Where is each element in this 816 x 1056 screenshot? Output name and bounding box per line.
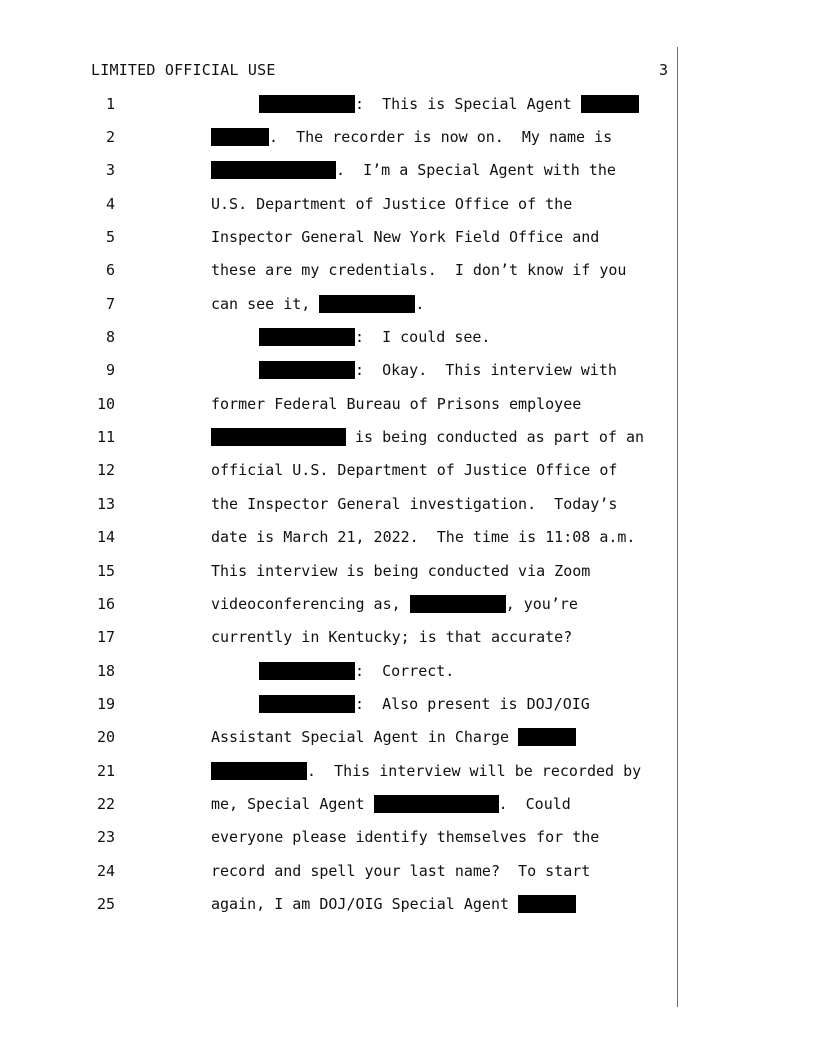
line-number: 9 xyxy=(105,361,115,379)
redaction-box xyxy=(410,595,506,613)
transcript-line-14 xyxy=(0,527,816,547)
redaction-box xyxy=(319,295,415,313)
line-text xyxy=(211,894,576,914)
line-number: 14 xyxy=(96,528,115,546)
redaction-box xyxy=(211,762,307,780)
line-segment: , you’re xyxy=(505,595,578,613)
line-number: 5 xyxy=(105,228,115,246)
line-segment: . The recorder is now on. My name is xyxy=(269,128,613,146)
transcript-line-10 xyxy=(0,394,816,414)
redaction-box xyxy=(374,795,499,813)
line-segment: : Also present is DOJ/OIG xyxy=(355,695,590,713)
line-text: the Inspector General investigation. Today’s xyxy=(211,495,618,513)
line-text xyxy=(259,94,639,114)
redaction-box xyxy=(518,728,576,746)
redaction-box xyxy=(211,128,269,146)
transcript-line-22 xyxy=(0,794,816,814)
line-text xyxy=(211,594,578,614)
line-text: date is March 21, 2022. The time is 11:08 a.m. xyxy=(211,528,636,546)
line-segment: me, Special Agent xyxy=(211,795,374,813)
line-segment: again, I am DOJ/OIG Special Agent xyxy=(211,895,519,913)
line-text: record and spell your last name? To start xyxy=(211,862,591,880)
transcript-line-21 xyxy=(0,761,816,781)
transcript-line-23 xyxy=(0,827,816,847)
line-number: 3 xyxy=(105,161,115,179)
line-segment: videoconferencing as, xyxy=(211,595,410,613)
line-text: official U.S. Department of Justice Office of xyxy=(211,461,618,479)
redaction-box xyxy=(259,695,355,713)
line-text xyxy=(259,694,590,714)
line-number: 1 xyxy=(105,95,115,113)
redaction-box xyxy=(211,428,346,446)
transcript-line-1 xyxy=(0,94,816,114)
line-text xyxy=(211,727,576,747)
line-text xyxy=(211,427,644,447)
transcript-line-13 xyxy=(0,494,816,514)
line-number: 7 xyxy=(105,295,115,313)
line-text: U.S. Department of Justice Office of the xyxy=(211,195,573,213)
line-number: 6 xyxy=(105,261,115,279)
line-number: 11 xyxy=(96,428,115,446)
line-text: Inspector General New York Field Office and xyxy=(211,228,600,246)
line-number: 19 xyxy=(96,695,115,713)
transcript-line-20 xyxy=(0,727,816,747)
redaction-box xyxy=(581,95,639,113)
transcript-line-5 xyxy=(0,227,816,247)
transcript-line-6 xyxy=(0,260,816,280)
line-segment: can see it, xyxy=(211,295,320,313)
line-text xyxy=(259,661,454,681)
redaction-box xyxy=(259,662,355,680)
line-number: 22 xyxy=(96,795,115,813)
line-number: 12 xyxy=(96,461,115,479)
line-text xyxy=(211,794,571,814)
line-number: 20 xyxy=(96,728,115,746)
line-number: 21 xyxy=(96,762,115,780)
line-segment: : Okay. This interview with xyxy=(355,361,617,379)
line-number: 17 xyxy=(96,628,115,646)
transcript-line-18 xyxy=(0,661,816,681)
line-text xyxy=(211,127,612,147)
transcript-line-11 xyxy=(0,427,816,447)
line-text: everyone please identify themselves for the xyxy=(211,828,600,846)
line-text xyxy=(211,160,616,180)
line-number: 18 xyxy=(96,662,115,680)
transcript-line-17 xyxy=(0,627,816,647)
line-number: 2 xyxy=(105,128,115,146)
transcript-line-16 xyxy=(0,594,816,614)
transcript-line-3 xyxy=(0,160,816,180)
line-segment: : This is Special Agent xyxy=(355,95,581,113)
transcript-line-19 xyxy=(0,694,816,714)
line-segment: . xyxy=(415,295,425,313)
redaction-box xyxy=(259,361,355,379)
line-segment: . Could xyxy=(498,795,571,813)
line-number: 15 xyxy=(96,562,115,580)
line-text xyxy=(259,360,617,380)
line-number: 23 xyxy=(96,828,115,846)
line-number: 4 xyxy=(105,195,115,213)
transcript-line-8 xyxy=(0,327,816,347)
redaction-box xyxy=(259,95,355,113)
page-number: 3 xyxy=(658,61,668,79)
line-segment: : I could see. xyxy=(355,328,491,346)
redaction-box xyxy=(259,328,355,346)
transcript-line-9 xyxy=(0,360,816,380)
line-text xyxy=(259,327,490,347)
line-text xyxy=(211,294,424,314)
line-number: 10 xyxy=(96,395,115,413)
line-number: 24 xyxy=(96,862,115,880)
line-segment: : Correct. xyxy=(355,662,455,680)
transcript-line-7 xyxy=(0,294,816,314)
transcript-line-4 xyxy=(0,194,816,214)
line-text: these are my credentials. I don’t know if you xyxy=(211,261,627,279)
redaction-box xyxy=(211,161,336,179)
line-number: 16 xyxy=(96,595,115,613)
redaction-box xyxy=(518,895,576,913)
line-number: 25 xyxy=(96,895,115,913)
line-text: currently in Kentucky; is that accurate? xyxy=(211,628,573,646)
line-segment: . This interview will be recorded by xyxy=(307,762,642,780)
line-text: former Federal Bureau of Prisons employee xyxy=(211,395,582,413)
document-marking: LIMITED OFFICIAL USE xyxy=(91,61,276,79)
line-segment: Assistant Special Agent in Charge xyxy=(211,728,519,746)
transcript-line-12 xyxy=(0,460,816,480)
transcript-line-2 xyxy=(0,127,816,147)
line-number: 13 xyxy=(96,495,115,513)
line-text xyxy=(211,761,641,781)
transcript-line-25 xyxy=(0,894,816,914)
line-segment: is being conducted as part of an xyxy=(346,428,645,446)
transcript-line-24 xyxy=(0,861,816,881)
transcript-line-15 xyxy=(0,561,816,581)
line-text: This interview is being conducted via Zoom xyxy=(211,562,591,580)
line-segment: . I’m a Special Agent with the xyxy=(336,161,616,179)
line-number: 8 xyxy=(105,328,115,346)
